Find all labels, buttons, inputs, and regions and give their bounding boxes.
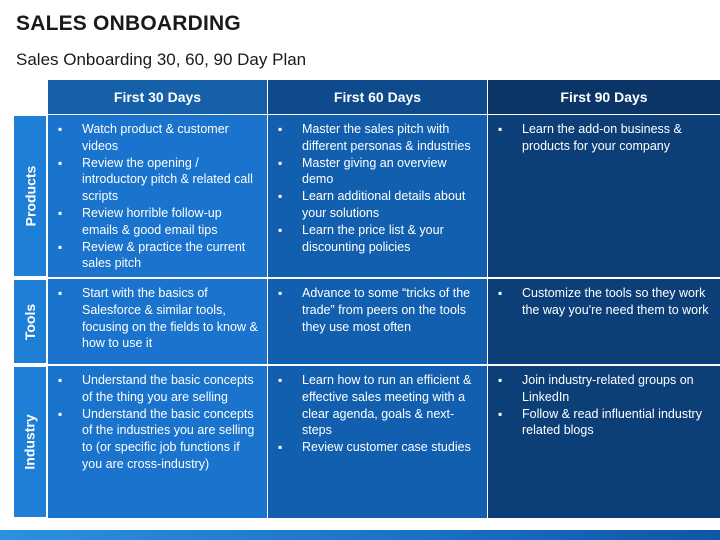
- cell-tools-30: [48, 279, 267, 364]
- cell-tools-90: [488, 279, 720, 364]
- cell-products-90: [488, 115, 720, 277]
- list-item: ▪ Learn additional details about your solutions: [278, 188, 479, 222]
- list-item: ▪ Review customer case studies: [278, 439, 479, 456]
- cell-industry-30: [48, 366, 267, 518]
- page-subtitle: Sales Onboarding 30, 60, 90 Day Plan: [16, 50, 307, 69]
- list-item: ▪ Learn the price list & your discounting policies: [278, 222, 479, 256]
- cell-products-30: [48, 115, 267, 277]
- row-label-industry: Industry: [13, 366, 47, 518]
- list-item: ▪ Review horrible follow-up emails & good email tips: [58, 205, 259, 239]
- list-item: ▪ Review & practice the current sales pitch: [58, 239, 259, 273]
- cell-industry-90: [488, 366, 720, 518]
- list-item: ▪ Start with the basics of Salesforce & similar tools, focusing on the fields to know & how to use it: [58, 285, 259, 352]
- list-item: ▪ Customize the tools so they work the way you're need them to work: [498, 285, 712, 319]
- list-item: ▪ Master the sales pitch with different personas & industries: [278, 121, 479, 155]
- column-header-60-days: First 60 Days: [268, 80, 487, 114]
- footer-accent-bar: [0, 530, 720, 540]
- list-item: ▪ Understand the basic concepts of the thing you are selling: [58, 372, 259, 406]
- row-label-products: Products: [13, 115, 47, 277]
- column-header-90-days: First 90 Days: [488, 80, 720, 114]
- list-item: ▪ Understand the basic concepts of the industries you are selling to (or specific job functions if you are cross-industry): [58, 406, 259, 473]
- cell-tools-60: [268, 279, 487, 364]
- list-item: ▪ Advance to some “tricks of the trade” from peers on the tools they use most often: [278, 285, 479, 335]
- cell-products-60: [268, 115, 487, 277]
- list-item: ▪ Master giving an overview demo: [278, 155, 479, 189]
- column-header-30-days: First 30 Days: [48, 80, 267, 114]
- list-item: ▪ Watch product & customer videos: [58, 121, 259, 155]
- list-item: ▪ Review the opening / introductory pitch & related call scripts: [58, 155, 259, 205]
- cell-industry-60: [268, 366, 487, 518]
- list-item: ▪ Follow & read influential industry related blogs: [498, 406, 712, 440]
- list-item: ▪ Learn the add-on business & products for your company: [498, 121, 712, 155]
- row-label-tools: Tools: [13, 279, 47, 364]
- list-item: ▪ Join industry-related groups on LinkedIn: [498, 372, 712, 406]
- list-item: ▪ Learn how to run an efficient & effective sales meeting with a clear agenda, goals & next-steps: [278, 372, 479, 439]
- page-title: SALES ONBOARDING: [16, 12, 241, 35]
